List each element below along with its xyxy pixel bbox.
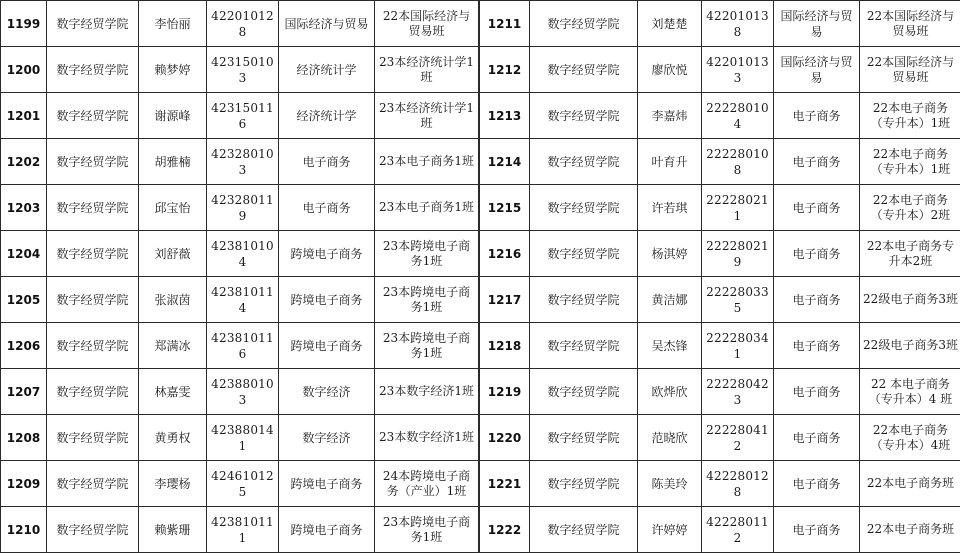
roster-table-left [0, 0, 479, 553]
college-cell: 数字经贸学院 [47, 415, 139, 461]
college-cell: 数字经贸学院 [47, 277, 139, 323]
college-cell: 数字经贸学院 [530, 461, 638, 507]
student-id-cell: 423880141 [207, 415, 279, 461]
student-id-cell: 222280412 [702, 415, 774, 461]
college-cell: 数字经贸学院 [530, 185, 638, 231]
college-cell: 数字经贸学院 [530, 277, 638, 323]
class-cell: 23本电子商务1班 [375, 139, 479, 185]
class-cell: 23本跨境电子商务1班 [375, 231, 479, 277]
college-cell: 数字经贸学院 [530, 139, 638, 185]
table-row [1, 139, 479, 185]
class-cell: 22本国际经济与贸易班 [860, 47, 960, 93]
table-row [1, 231, 479, 277]
class-cell: 22级电子商务3班 [860, 277, 960, 323]
student-id-cell: 422010128 [207, 1, 279, 47]
major-cell: 经济统计学 [279, 93, 375, 139]
class-cell: 22本国际经济与贸易班 [375, 1, 479, 47]
class-cell: 22本电子商务（专升本）2班 [860, 185, 960, 231]
student-id-cell: 222280219 [702, 231, 774, 277]
college-cell: 数字经贸学院 [530, 231, 638, 277]
college-cell: 数字经贸学院 [530, 507, 638, 553]
student-id-cell: 222280341 [702, 323, 774, 369]
class-cell: 22级电子商务3班 [860, 323, 960, 369]
student-name-cell: 杨淇婷 [638, 231, 702, 277]
table-row [1, 1, 479, 47]
student-name-cell: 胡雅楠 [139, 139, 207, 185]
major-cell: 国际经济与贸易 [774, 1, 860, 47]
major-cell: 国际经济与贸易 [279, 1, 375, 47]
row-number-cell: 1200 [1, 47, 47, 93]
student-name-cell: 张淑茵 [139, 277, 207, 323]
table-row [1, 369, 479, 415]
table-row [480, 139, 960, 185]
class-cell: 23本数字经济1班 [375, 415, 479, 461]
student-name-cell: 廖欣悦 [638, 47, 702, 93]
class-cell: 23本数字经济1班 [375, 369, 479, 415]
student-id-cell: 222280335 [702, 277, 774, 323]
roster-table-right [479, 0, 960, 553]
student-name-cell: 许婷婷 [638, 507, 702, 553]
major-cell: 数字经济 [279, 415, 375, 461]
major-cell: 电子商务 [774, 461, 860, 507]
row-number-cell: 1213 [480, 93, 530, 139]
class-cell: 22本电子商务（专升本）1班 [860, 93, 960, 139]
major-cell: 电子商务 [774, 415, 860, 461]
class-cell: 22 本电子商务（专升本）4 班 [860, 369, 960, 415]
college-cell: 数字经贸学院 [47, 461, 139, 507]
student-name-cell: 许若琪 [638, 185, 702, 231]
student-id-cell: 422010133 [702, 47, 774, 93]
student-name-cell: 陈美玲 [638, 461, 702, 507]
student-id-cell: 422280112 [702, 507, 774, 553]
table-row [1, 185, 479, 231]
student-name-cell: 刘舒薇 [139, 231, 207, 277]
class-cell: 23本跨境电子商务1班 [375, 507, 479, 553]
row-number-cell: 1199 [1, 1, 47, 47]
table-row [480, 185, 960, 231]
student-id-cell: 422280128 [702, 461, 774, 507]
table-row [1, 507, 479, 553]
row-number-cell: 1208 [1, 415, 47, 461]
student-name-cell: 郑满冰 [139, 323, 207, 369]
student-id-cell: 423810104 [207, 231, 279, 277]
college-cell: 数字经贸学院 [530, 369, 638, 415]
row-number-cell: 1217 [480, 277, 530, 323]
college-cell: 数字经贸学院 [47, 185, 139, 231]
major-cell: 电子商务 [774, 507, 860, 553]
student-id-cell: 423150116 [207, 93, 279, 139]
student-id-cell: 424610125 [207, 461, 279, 507]
major-cell: 电子商务 [774, 139, 860, 185]
roster-table-left-body [1, 1, 479, 553]
major-cell: 电子商务 [774, 323, 860, 369]
table-row [1, 323, 479, 369]
table-row [480, 93, 960, 139]
college-cell: 数字经贸学院 [47, 507, 139, 553]
row-number-cell: 1211 [480, 1, 530, 47]
class-cell: 22本电子商务班 [860, 507, 960, 553]
college-cell: 数字经贸学院 [530, 323, 638, 369]
table-row [480, 507, 960, 553]
college-cell: 数字经贸学院 [530, 415, 638, 461]
row-number-cell: 1205 [1, 277, 47, 323]
row-number-cell: 1206 [1, 323, 47, 369]
student-id-cell: 423810114 [207, 277, 279, 323]
major-cell: 跨境电子商务 [279, 323, 375, 369]
roster-table-right-body [480, 1, 960, 553]
major-cell: 国际经济与贸易 [774, 47, 860, 93]
class-cell: 23本电子商务1班 [375, 185, 479, 231]
student-name-cell: 欧烨欣 [638, 369, 702, 415]
student-id-cell: 423810116 [207, 323, 279, 369]
student-name-cell: 李璎杨 [139, 461, 207, 507]
table-row [1, 47, 479, 93]
row-number-cell: 1218 [480, 323, 530, 369]
major-cell: 跨境电子商务 [279, 231, 375, 277]
student-name-cell: 赖紫珊 [139, 507, 207, 553]
major-cell: 电子商务 [774, 185, 860, 231]
table-row [1, 415, 479, 461]
row-number-cell: 1209 [1, 461, 47, 507]
class-cell: 22本电子商务专升本2班 [860, 231, 960, 277]
student-name-cell: 叶育升 [638, 139, 702, 185]
student-name-cell: 吴杰锋 [638, 323, 702, 369]
row-number-cell: 1207 [1, 369, 47, 415]
row-number-cell: 1214 [480, 139, 530, 185]
college-cell: 数字经贸学院 [47, 369, 139, 415]
student-name-cell: 李嘉炜 [638, 93, 702, 139]
table-row [1, 277, 479, 323]
major-cell: 跨境电子商务 [279, 277, 375, 323]
student-name-cell: 赖梦婷 [139, 47, 207, 93]
student-id-cell: 222280211 [702, 185, 774, 231]
table-row [480, 323, 960, 369]
class-cell: 22本国际经济与贸易班 [860, 1, 960, 47]
student-name-cell: 范晓欣 [638, 415, 702, 461]
major-cell: 电子商务 [279, 139, 375, 185]
class-cell: 22本电子商务（专升本）1班 [860, 139, 960, 185]
row-number-cell: 1219 [480, 369, 530, 415]
student-id-cell: 423280103 [207, 139, 279, 185]
student-id-cell: 423150103 [207, 47, 279, 93]
class-cell: 24本跨境电子商务（产业）1班 [375, 461, 479, 507]
table-row [1, 93, 479, 139]
table-row [480, 461, 960, 507]
table-row [1, 461, 479, 507]
table-row [480, 47, 960, 93]
row-number-cell: 1220 [480, 415, 530, 461]
college-cell: 数字经贸学院 [47, 323, 139, 369]
class-cell: 22本电子商务（专升本）4班 [860, 415, 960, 461]
student-id-cell: 423880103 [207, 369, 279, 415]
student-id-cell: 423810111 [207, 507, 279, 553]
table-row [480, 1, 960, 47]
class-cell: 22本电子商务班 [860, 461, 960, 507]
row-number-cell: 1216 [480, 231, 530, 277]
row-number-cell: 1212 [480, 47, 530, 93]
student-name-cell: 刘楚楚 [638, 1, 702, 47]
row-number-cell: 1203 [1, 185, 47, 231]
college-cell: 数字经贸学院 [47, 1, 139, 47]
student-id-cell: 222280423 [702, 369, 774, 415]
college-cell: 数字经贸学院 [530, 1, 638, 47]
major-cell: 跨境电子商务 [279, 461, 375, 507]
row-number-cell: 1202 [1, 139, 47, 185]
table-row [480, 277, 960, 323]
major-cell: 数字经济 [279, 369, 375, 415]
table-row [480, 231, 960, 277]
major-cell: 经济统计学 [279, 47, 375, 93]
college-cell: 数字经贸学院 [47, 47, 139, 93]
student-name-cell: 黄勇权 [139, 415, 207, 461]
major-cell: 跨境电子商务 [279, 507, 375, 553]
student-id-cell: 222280108 [702, 139, 774, 185]
major-cell: 电子商务 [774, 93, 860, 139]
table-row [480, 415, 960, 461]
table-row [480, 369, 960, 415]
major-cell: 电子商务 [774, 277, 860, 323]
college-cell: 数字经贸学院 [47, 139, 139, 185]
class-cell: 23本经济统计学1班 [375, 93, 479, 139]
row-number-cell: 1221 [480, 461, 530, 507]
college-cell: 数字经贸学院 [530, 47, 638, 93]
student-name-cell: 邱宝怡 [139, 185, 207, 231]
student-id-cell: 222280104 [702, 93, 774, 139]
college-cell: 数字经贸学院 [530, 93, 638, 139]
student-name-cell: 谢源峰 [139, 93, 207, 139]
row-number-cell: 1215 [480, 185, 530, 231]
row-number-cell: 1210 [1, 507, 47, 553]
row-number-cell: 1201 [1, 93, 47, 139]
row-number-cell: 1222 [480, 507, 530, 553]
college-cell: 数字经贸学院 [47, 93, 139, 139]
major-cell: 电子商务 [774, 369, 860, 415]
major-cell: 电子商务 [279, 185, 375, 231]
student-id-cell: 422010138 [702, 1, 774, 47]
college-cell: 数字经贸学院 [47, 231, 139, 277]
class-cell: 23本经济统计学1班 [375, 47, 479, 93]
class-cell: 23本跨境电子商务1班 [375, 277, 479, 323]
student-name-cell: 林嘉雯 [139, 369, 207, 415]
student-name-cell: 黄洁娜 [638, 277, 702, 323]
student-id-cell: 423280119 [207, 185, 279, 231]
row-number-cell: 1204 [1, 231, 47, 277]
major-cell: 电子商务 [774, 231, 860, 277]
class-cell: 23本跨境电子商务1班 [375, 323, 479, 369]
student-name-cell: 李怡丽 [139, 1, 207, 47]
